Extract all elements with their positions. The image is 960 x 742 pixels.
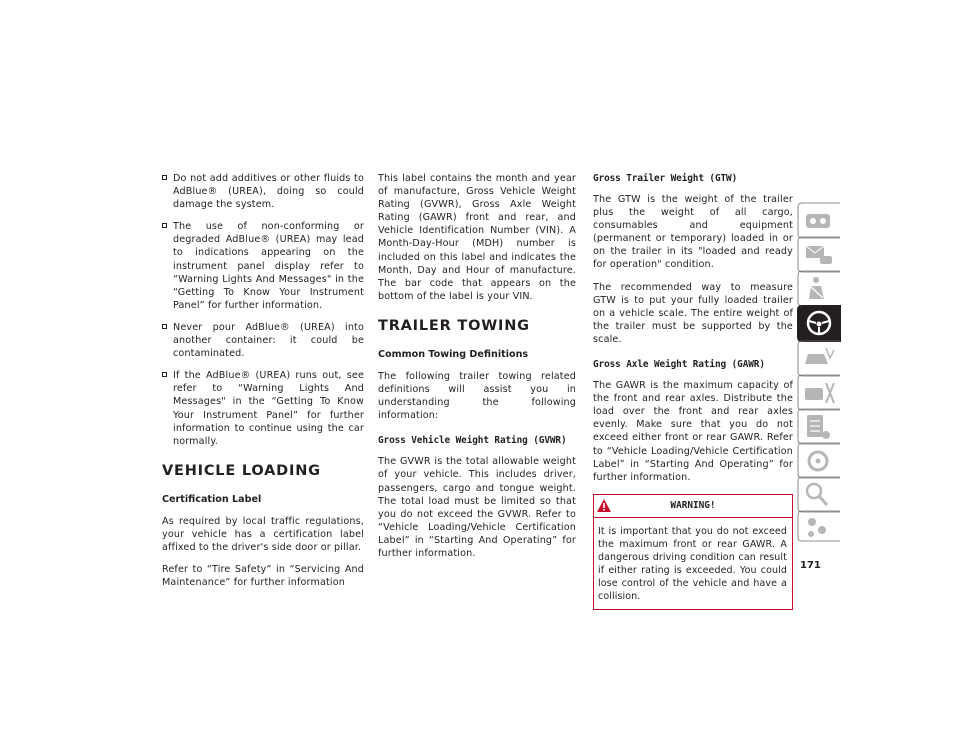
seat-belt-icon[interactable] bbox=[798, 271, 840, 306]
gawr-paragraph: The GAWR is the maximum capacity of the front and rear axles. Distribute the load over the front and rear axles evenly. Make sure that you do not exceed either front or rear GAWR. Refer to “Vehicle Loading/Vehicle Certification Label” in “Starting And Operating” for further information. bbox=[593, 380, 793, 483]
list-item: If the AdBlue® (UREA) runs out, see refer to “Warning Lights And Messages" in the “Getting To Know Your Instrument Panel” for further information to continue using the car normally. bbox=[162, 369, 364, 448]
warning-box bbox=[593, 494, 793, 611]
car-mail-icon[interactable] bbox=[798, 237, 840, 272]
warning-text: It is important that you do not exceed the maximum front or rear GAWR. A dangerous driving condition can result if either rating is exceeded. You could lose control of the vehicle and have a collision. bbox=[598, 525, 787, 603]
column-3 bbox=[593, 172, 793, 610]
warning-header bbox=[594, 495, 792, 518]
label-contents-paragraph: This label contains the month and year of manufacture, Gross Vehicle Weight Rating (GVWR), Gross Axle Weight Rating (GAWR) front and rear, and Vehicle Identification Number (VIN). A Month-Day-Hour (MDH) number is included on this label and indicates the Month, Day and Hour of manufacture. The bar code that appears on the bottom of the label is your VIN. bbox=[378, 173, 576, 302]
warning-triangle-icon bbox=[596, 498, 612, 513]
certification-paragraph-1: As required by local traffic regulations, your vehicle has a certification label affixed to the driver's side door or pillar. bbox=[162, 515, 364, 553]
column-2 bbox=[378, 172, 576, 569]
gtw-heading: Gross Trailer Weight (GTW) bbox=[593, 173, 738, 184]
gvwr-paragraph: The GVWR is the total allowable weight of your vehicle. This includes driver, passengers, cargo and tongue weight. The total load must be limited so that you do not exceed the GVWR. Refer to “Vehicle Loading/Vehicle Certification Label” in “Starting And Operating” for further information. bbox=[378, 456, 576, 559]
adblue-bullet-list bbox=[162, 172, 364, 448]
definitions-intro-paragraph: The following trailer towing related definitions will assist you in understanding the following information: bbox=[378, 370, 576, 422]
certification-paragraph-2: Refer to “Tire Safety” in “Servicing And Maintenance” for further information bbox=[162, 564, 364, 589]
list-item: The use of non-conforming or degraded AdBlue® (UREA) may lead to indications appearing on the instrument panel display refer to “Warning Lights And Messages" in the “Getting To Know Your Instrument Panel” for further information. bbox=[162, 220, 364, 312]
bullet-icon bbox=[162, 223, 167, 228]
gtw-paragraph-1: The GTW is the weight of the trailer plus the weight of all cargo, consumables and equipment (permanent or temporary) loaded in or on the trailer in its "loaded and ready for operation" condition. bbox=[593, 194, 793, 271]
warning-title: WARNING! bbox=[670, 499, 716, 511]
vehicle-loading-title: VEHICLE LOADING bbox=[162, 462, 321, 479]
search-icon[interactable] bbox=[798, 477, 840, 512]
car-service-icon[interactable] bbox=[798, 375, 840, 410]
trailer-towing-title: TRAILER TOWING bbox=[378, 317, 530, 334]
media-icon[interactable] bbox=[798, 443, 840, 478]
steering-wheel-icon[interactable] bbox=[797, 305, 841, 342]
list-item: Never pour AdBlue® (UREA) into another container: it could be contaminated. bbox=[162, 321, 364, 360]
list-item: Do not add additives or other fluids to AdBlue® (UREA), doing so could damage the system. bbox=[162, 172, 364, 211]
chapter-tabs bbox=[796, 200, 841, 542]
gvwr-heading: Gross Vehicle Weight Rating (GVWR) bbox=[378, 435, 567, 447]
bullet-icon bbox=[162, 324, 167, 329]
car-crash-icon[interactable] bbox=[798, 341, 840, 376]
gawr-heading: Gross Axle Weight Rating (GAWR) bbox=[593, 359, 765, 371]
language-icon[interactable] bbox=[798, 511, 840, 541]
certification-label-heading: Certification Label bbox=[162, 493, 262, 505]
towing-definitions-heading: Common Towing Definitions bbox=[378, 348, 529, 360]
page-number: 171 bbox=[800, 560, 821, 571]
bullet-icon bbox=[162, 175, 167, 180]
bullet-icon bbox=[162, 372, 167, 377]
column-1 bbox=[162, 172, 364, 598]
gtw-paragraph-2: The recommended way to measure GTW is to put your fully loaded trailer on a vehicle scale. The entire weight of the trailer must be supported by the scale. bbox=[593, 281, 793, 345]
checklist-icon[interactable] bbox=[798, 409, 840, 444]
car-dashboard-icon[interactable] bbox=[798, 203, 840, 238]
